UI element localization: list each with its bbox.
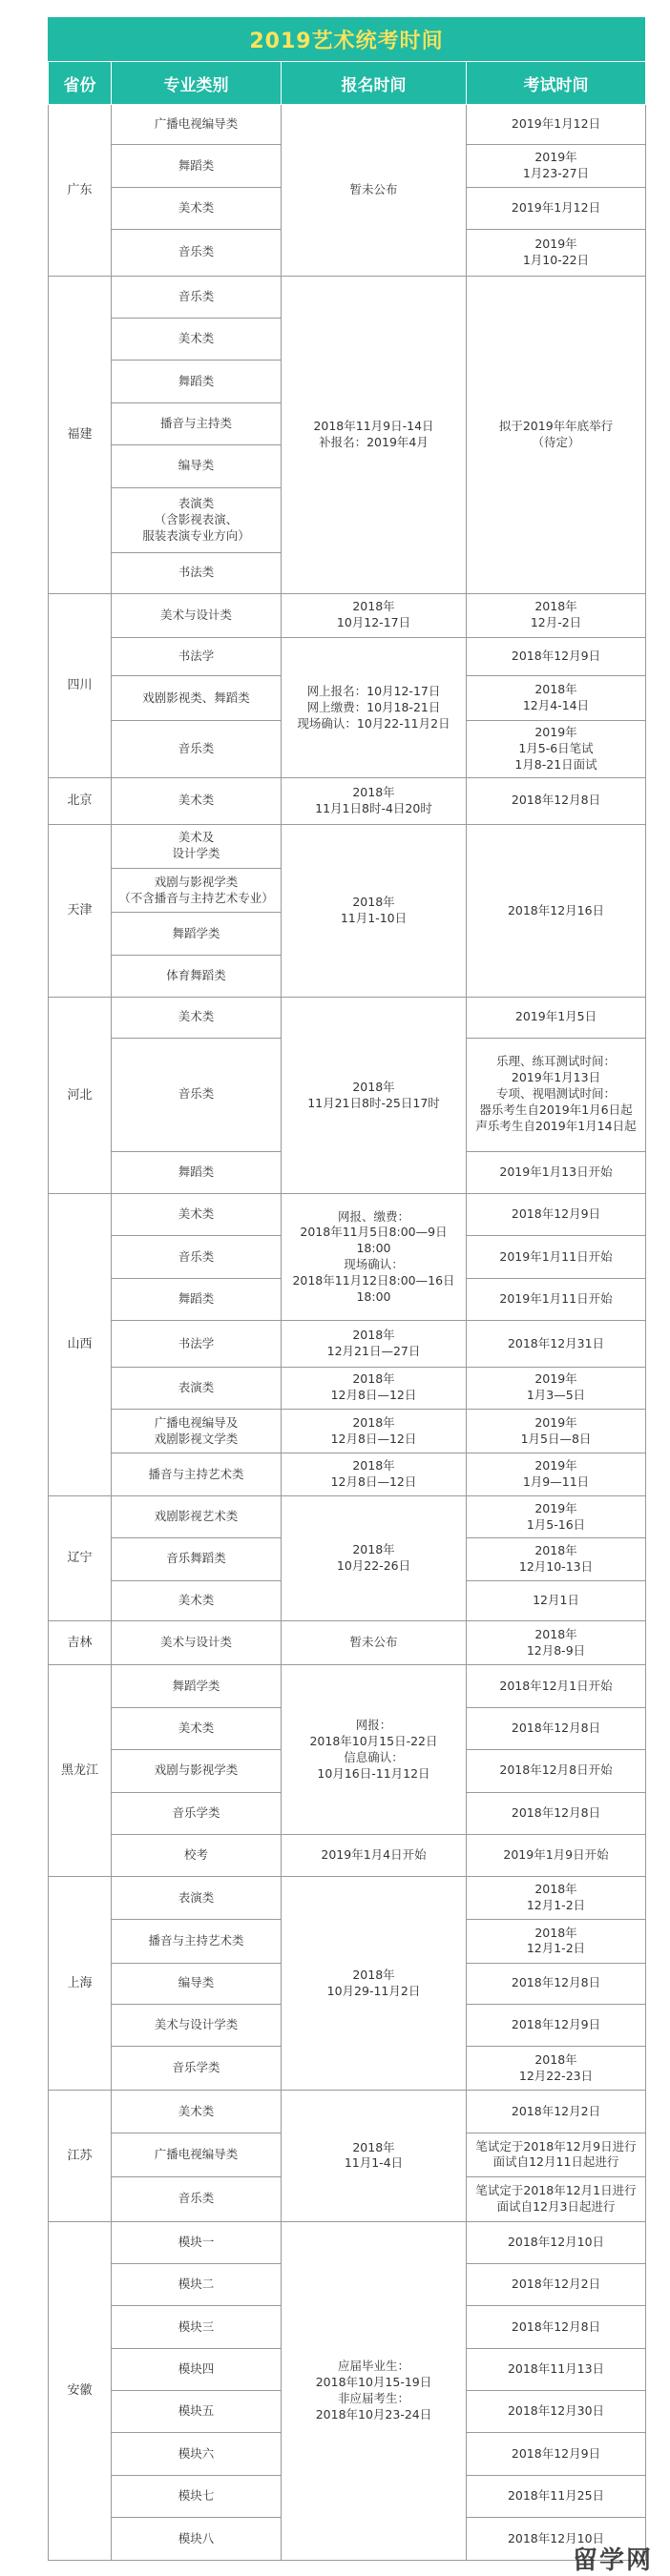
province-cell: 吉林 xyxy=(49,1621,112,1665)
registration-cell: 2019年1月4日开始 xyxy=(282,1834,467,1876)
major-cell: 音乐类 xyxy=(112,276,282,318)
major-cell: 舞蹈类 xyxy=(112,361,282,402)
major-cell: 播音与主持类 xyxy=(112,402,282,444)
major-cell: 编导类 xyxy=(112,445,282,487)
header-registration: 报名时间 xyxy=(282,62,467,105)
exam-cell: 乐理、练耳测试时间： 2019年1月13日 专项、视唱测试时间： 器乐考生自2019年1月6日起 声乐考生自2019年1月14日起 xyxy=(467,1038,646,1151)
exam-cell: 2018年12月9日 xyxy=(467,1194,646,1236)
major-cell: 戏剧影视艺术类 xyxy=(112,1495,282,1537)
table-row xyxy=(49,1621,646,1665)
registration-cell: 2018年 12月8日—12日 xyxy=(282,1453,467,1495)
major-cell: 美术类 xyxy=(112,1194,282,1236)
registration-cell: 2018年 11月1-10日 xyxy=(282,824,467,998)
major-cell: 模块五 xyxy=(112,2391,282,2433)
table-row xyxy=(49,105,646,145)
major-cell: 表演类 （含影视表演、 服装表演专业方向） xyxy=(112,487,282,553)
registration-cell: 2018年 10月22-26日 xyxy=(282,1495,467,1620)
exam-cell: 2019年 1月5-6日笔试 1月8-21日面试 xyxy=(467,720,646,778)
major-cell: 音乐学类 xyxy=(112,1792,282,1834)
major-cell: 美术类 xyxy=(112,1580,282,1620)
table-header-row xyxy=(49,62,646,105)
major-cell: 舞蹈学类 xyxy=(112,913,282,955)
exam-cell: 2019年1月5日 xyxy=(467,998,646,1038)
province-cell: 福建 xyxy=(49,276,112,593)
site-watermark-logo: 留学网 xyxy=(572,2546,653,2575)
table-row xyxy=(49,1834,646,1876)
province-cell: 天津 xyxy=(49,824,112,998)
province-cell: 安徽 xyxy=(49,2221,112,2560)
registration-cell: 网报： 2018年10月15日-22日 信息确认： 10月16日-11月12日 xyxy=(282,1665,467,1835)
exam-cell: 2018年12月10日 xyxy=(467,2221,646,2263)
exam-cell: 2018年 12月4-14日 xyxy=(467,676,646,720)
exam-cell: 2018年 12月1-2日 xyxy=(467,1919,646,1963)
major-cell: 音乐类 xyxy=(112,230,282,276)
registration-cell: 暂未公布 xyxy=(282,1621,467,1665)
registration-cell: 2018年 11月1-4日 xyxy=(282,2091,467,2221)
registration-cell: 2018年11月9日-14日 补报名：2019年4月 xyxy=(282,276,467,593)
exam-cell: 2018年12月8日 xyxy=(467,2306,646,2348)
exam-cell: 2018年12月9日 xyxy=(467,2433,646,2475)
registration-cell: 暂未公布 xyxy=(282,105,467,277)
exam-cell: 2019年 1月9—11日 xyxy=(467,1453,646,1495)
exam-cell: 2019年1月11日开始 xyxy=(467,1278,646,1320)
major-cell: 美术与设计学类 xyxy=(112,2004,282,2046)
major-cell: 戏剧与影视学类 （不含播音与主持艺术专业） xyxy=(112,869,282,913)
header-exam: 考试时间 xyxy=(467,62,646,105)
registration-cell: 2018年 10月29-11月2日 xyxy=(282,1877,467,2091)
exam-cell: 2019年1月11日开始 xyxy=(467,1236,646,1278)
exam-cell: 2018年 12月10-13日 xyxy=(467,1538,646,1580)
exam-cell: 2019年 1月5日—8日 xyxy=(467,1410,646,1453)
exam-cell: 2018年12月2日 xyxy=(467,2263,646,2305)
major-cell: 美术类 xyxy=(112,318,282,360)
exam-cell: 2018年 12月1-2日 xyxy=(467,1877,646,1919)
table-row xyxy=(49,276,646,318)
major-cell: 舞蹈类 xyxy=(112,1278,282,1320)
major-cell: 体育舞蹈类 xyxy=(112,955,282,997)
table-row xyxy=(49,593,646,637)
exam-cell: 2018年 12月-2日 xyxy=(467,593,646,637)
major-cell: 音乐类 xyxy=(112,1236,282,1278)
exam-cell: 2018年12月16日 xyxy=(467,824,646,998)
province-cell: 黑龙江 xyxy=(49,1665,112,1877)
registration-cell: 网上报名：10月12-17日 网上缴费：10月18-21日 现场确认：10月22-11月2日 xyxy=(282,637,467,777)
table-row xyxy=(49,1194,646,1236)
major-cell: 舞蹈类 xyxy=(112,1151,282,1193)
exam-cell: 2018年 12月8-9日 xyxy=(467,1621,646,1665)
exam-cell: 2018年12月8日 xyxy=(467,1964,646,2004)
exam-cell: 2018年12月31日 xyxy=(467,1321,646,1367)
major-cell: 美术类 xyxy=(112,2091,282,2133)
exam-cell: 2018年12月9日 xyxy=(467,2004,646,2046)
major-cell: 广播电视编导类 xyxy=(112,2133,282,2176)
province-cell: 上海 xyxy=(49,1877,112,2091)
exam-cell: 笔试定于2018年12月1日进行 面试自12月3日起进行 xyxy=(467,2177,646,2221)
major-cell: 模块三 xyxy=(112,2306,282,2348)
table-row xyxy=(49,1410,646,1453)
registration-cell: 2018年 12月8日—12日 xyxy=(282,1367,467,1409)
exam-cell: 拟于2019年年底举行 （待定） xyxy=(467,276,646,593)
registration-cell: 2018年 12月21日—27日 xyxy=(282,1321,467,1367)
exam-cell: 2018年12月8日 xyxy=(467,1792,646,1834)
major-cell: 表演类 xyxy=(112,1367,282,1409)
exam-cell: 12月1日 xyxy=(467,1580,646,1620)
major-cell: 美术类 xyxy=(112,1707,282,1749)
table-row xyxy=(49,998,646,1038)
table-row xyxy=(49,778,646,824)
major-cell: 美术与设计类 xyxy=(112,1621,282,1665)
province-cell: 广东 xyxy=(49,105,112,277)
province-cell: 江苏 xyxy=(49,2091,112,2221)
major-cell: 戏剧与影视学类 xyxy=(112,1750,282,1792)
table-row xyxy=(49,1877,646,1919)
exam-cell: 2018年12月2日 xyxy=(467,2091,646,2133)
table-row xyxy=(49,1453,646,1495)
page-title: 2019艺术统考时间 xyxy=(48,17,645,61)
exam-cell: 2018年12月30日 xyxy=(467,2391,646,2433)
major-cell: 书法类 xyxy=(112,553,282,593)
major-cell: 美术类 xyxy=(112,187,282,229)
exam-cell: 2018年12月8日 xyxy=(467,1707,646,1749)
major-cell: 书法学 xyxy=(112,1321,282,1367)
table-row xyxy=(49,1665,646,1707)
major-cell: 音乐类 xyxy=(112,720,282,778)
table-row xyxy=(49,1495,646,1537)
table-row xyxy=(49,1367,646,1409)
exam-cell: 2019年1月13日开始 xyxy=(467,1151,646,1193)
major-cell: 书法学 xyxy=(112,637,282,675)
exam-cell: 2019年 1月5-16日 xyxy=(467,1495,646,1537)
registration-cell: 2018年 11月1日8时-4日20时 xyxy=(282,778,467,824)
major-cell: 校考 xyxy=(112,1834,282,1876)
major-cell: 美术及 设计学类 xyxy=(112,824,282,868)
exam-cell: 2018年 12月22-23日 xyxy=(467,2046,646,2090)
major-cell: 表演类 xyxy=(112,1877,282,1919)
major-cell: 美术与设计类 xyxy=(112,593,282,637)
major-cell: 美术类 xyxy=(112,998,282,1038)
major-cell: 播音与主持艺术类 xyxy=(112,1919,282,1963)
province-cell: 河北 xyxy=(49,998,112,1194)
major-cell: 播音与主持艺术类 xyxy=(112,1453,282,1495)
major-cell: 音乐类 xyxy=(112,1038,282,1151)
table-row xyxy=(49,2091,646,2133)
major-cell: 模块一 xyxy=(112,2221,282,2263)
registration-cell: 2018年 12月8日—12日 xyxy=(282,1410,467,1453)
major-cell: 模块七 xyxy=(112,2475,282,2517)
header-province: 省份 xyxy=(49,62,112,105)
exam-schedule-table xyxy=(48,61,646,2561)
major-cell: 模块二 xyxy=(112,2263,282,2305)
exam-cell: 2019年1月12日 xyxy=(467,105,646,145)
table-row xyxy=(49,824,646,868)
province-cell: 北京 xyxy=(49,778,112,824)
exam-cell: 笔试定于2018年12月9日进行 面试自12月11日起进行 xyxy=(467,2133,646,2176)
major-cell: 广播电视编导及 戏剧影视文学类 xyxy=(112,1410,282,1453)
major-cell: 戏剧影视类、舞蹈类 xyxy=(112,676,282,720)
major-cell: 广播电视编导类 xyxy=(112,105,282,145)
major-cell: 编导类 xyxy=(112,1964,282,2004)
exam-cell: 2019年 1月3—5日 xyxy=(467,1367,646,1409)
registration-cell: 网报、缴费： 2018年11月5日8:00—9日18:00 现场确认： 2018年11月12日8:00—16日18:00 xyxy=(282,1194,467,1321)
registration-cell: 应届毕业生： 2018年10月15-19日 非应届考生： 2018年10月23-24日 xyxy=(282,2221,467,2560)
major-cell: 舞蹈类 xyxy=(112,145,282,187)
exam-cell: 2019年 1月10-22日 xyxy=(467,230,646,276)
major-cell: 音乐学类 xyxy=(112,2046,282,2090)
exam-cell: 2018年12月9日 xyxy=(467,637,646,675)
major-cell: 舞蹈学类 xyxy=(112,1665,282,1707)
province-cell: 辽宁 xyxy=(49,1495,112,1620)
registration-cell: 2018年 11月21日8时-25日17时 xyxy=(282,998,467,1194)
table-row xyxy=(49,2221,646,2263)
major-cell: 模块四 xyxy=(112,2348,282,2390)
exam-cell: 2018年11月13日 xyxy=(467,2348,646,2390)
header-major: 专业类别 xyxy=(112,62,282,105)
major-cell: 模块六 xyxy=(112,2433,282,2475)
table-row xyxy=(49,1321,646,1367)
exam-cell: 2018年12月8日开始 xyxy=(467,1750,646,1792)
major-cell: 音乐类 xyxy=(112,2177,282,2221)
exam-cell: 2018年12月10日 xyxy=(467,2518,646,2561)
major-cell: 模块八 xyxy=(112,2518,282,2561)
exam-cell: 2018年12月8日 xyxy=(467,778,646,824)
major-cell: 美术类 xyxy=(112,778,282,824)
registration-cell: 2018年 10月12-17日 xyxy=(282,593,467,637)
exam-cell: 2018年12月1日开始 xyxy=(467,1665,646,1707)
table-row xyxy=(49,637,646,675)
exam-cell: 2019年1月9日开始 xyxy=(467,1834,646,1876)
exam-cell: 2019年 1月23-27日 xyxy=(467,145,646,187)
exam-cell: 2018年11月25日 xyxy=(467,2475,646,2517)
major-cell: 音乐舞蹈类 xyxy=(112,1538,282,1580)
province-cell: 四川 xyxy=(49,593,112,778)
exam-cell: 2019年1月12日 xyxy=(467,187,646,229)
province-cell: 山西 xyxy=(49,1194,112,1496)
